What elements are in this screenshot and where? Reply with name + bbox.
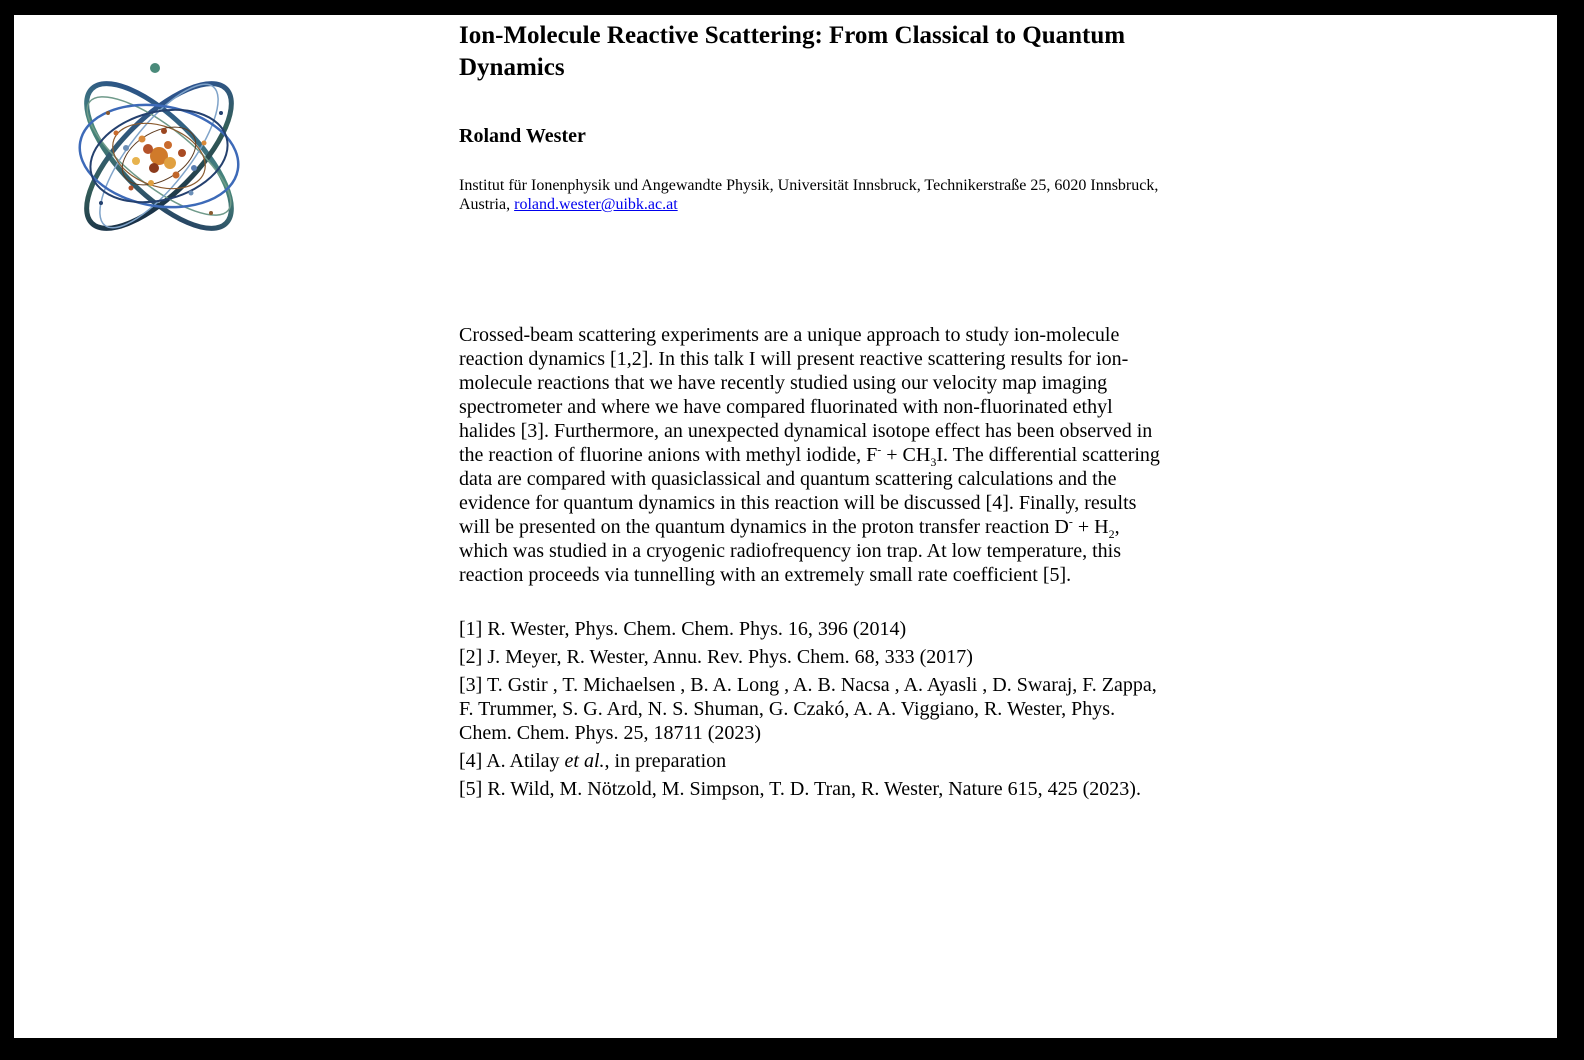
abstract-text-4: + H bbox=[1072, 516, 1109, 538]
author-name: Roland Wester bbox=[459, 125, 586, 147]
subscript-2: 2 bbox=[1108, 527, 1115, 541]
paper-title: Ion-Molecule Reactive Scattering: From Classical to Quantum Dynamics bbox=[459, 22, 1126, 81]
abstract-text-2: + CH bbox=[881, 444, 931, 466]
superscript-minus-1: - bbox=[877, 442, 882, 457]
affiliation bbox=[459, 176, 1164, 214]
reference-4 bbox=[459, 749, 1164, 773]
abstract-text-5: , which was studied in a cryogenic radiofrequency ion trap. At low temperature, this reaction proceeds via tunnelling with an extremely small rate coefficient [5]. bbox=[459, 516, 1122, 586]
subscript-3: 3 bbox=[930, 455, 937, 469]
reference-3: [3] T. Gstir , T. Michaelsen , B. A. Long , A. B. Nacsa , A. Ayasli , D. Swaraj, F. Zappa, F. Trummer, S. G. Ard, N. S. Shuman, G. Czakó, A. A. Viggiano, R. Wester, Phys. Chem. Chem. Phys. 25, 18711 (2023) bbox=[459, 674, 1157, 744]
affiliation-text: Institut für Ionenphysik und Angewandte Physik, Universität Innsbruck, Technikerstraße 25, 6020 Innsbruck, Austria, bbox=[459, 177, 1159, 213]
atom-orbits-logo-icon bbox=[56, 53, 262, 259]
abstract-text-1: Crossed-beam scattering experiments are a unique approach to study ion-molecule reaction dynamics [1,2]. In this talk I will present reactive scattering results for ion-molecule reactions that we have recently studied using our velocity map imaging spectrometer and where we have compared fluorinated with non-fluorinated ethyl halides [3]. Furthermore, an unexpected dynamical isotope effect has been observed in the reaction of fluorine anions with methyl iodide, F bbox=[459, 324, 1153, 466]
reference-2: [2] J. Meyer, R. Wester, Annu. Rev. Phys. Chem. 68, 333 (2017) bbox=[459, 646, 973, 668]
document-page bbox=[14, 15, 1557, 1038]
reference-4-prefix: [4] A. Atilay bbox=[459, 750, 565, 772]
abstract-paragraph bbox=[459, 323, 1164, 587]
email-link[interactable]: roland.wester@uibk.ac.at bbox=[514, 196, 678, 213]
reference-4-suffix: , in preparation bbox=[604, 750, 727, 772]
reference-1: [1] R. Wester, Phys. Chem. Chem. Phys. 16, 396 (2014) bbox=[459, 618, 907, 640]
reference-5: [5] R. Wild, M. Nötzold, M. Simpson, T. D. Tran, R. Wester, Nature 615, 425 (2023). bbox=[459, 778, 1141, 800]
document-body bbox=[459, 20, 1164, 805]
reference-list bbox=[459, 617, 1164, 801]
abstract-text-3: I. The differential scattering data are compared with quasiclassical and quantum scattering calculations and the evidence for quantum dynamics in this reaction will be discussed [4]. Finally, results will be presented on the quantum dynamics in the proton transfer reaction D bbox=[459, 444, 1160, 538]
reference-4-etal: et al. bbox=[564, 750, 605, 772]
superscript-minus-2: - bbox=[1068, 514, 1073, 529]
